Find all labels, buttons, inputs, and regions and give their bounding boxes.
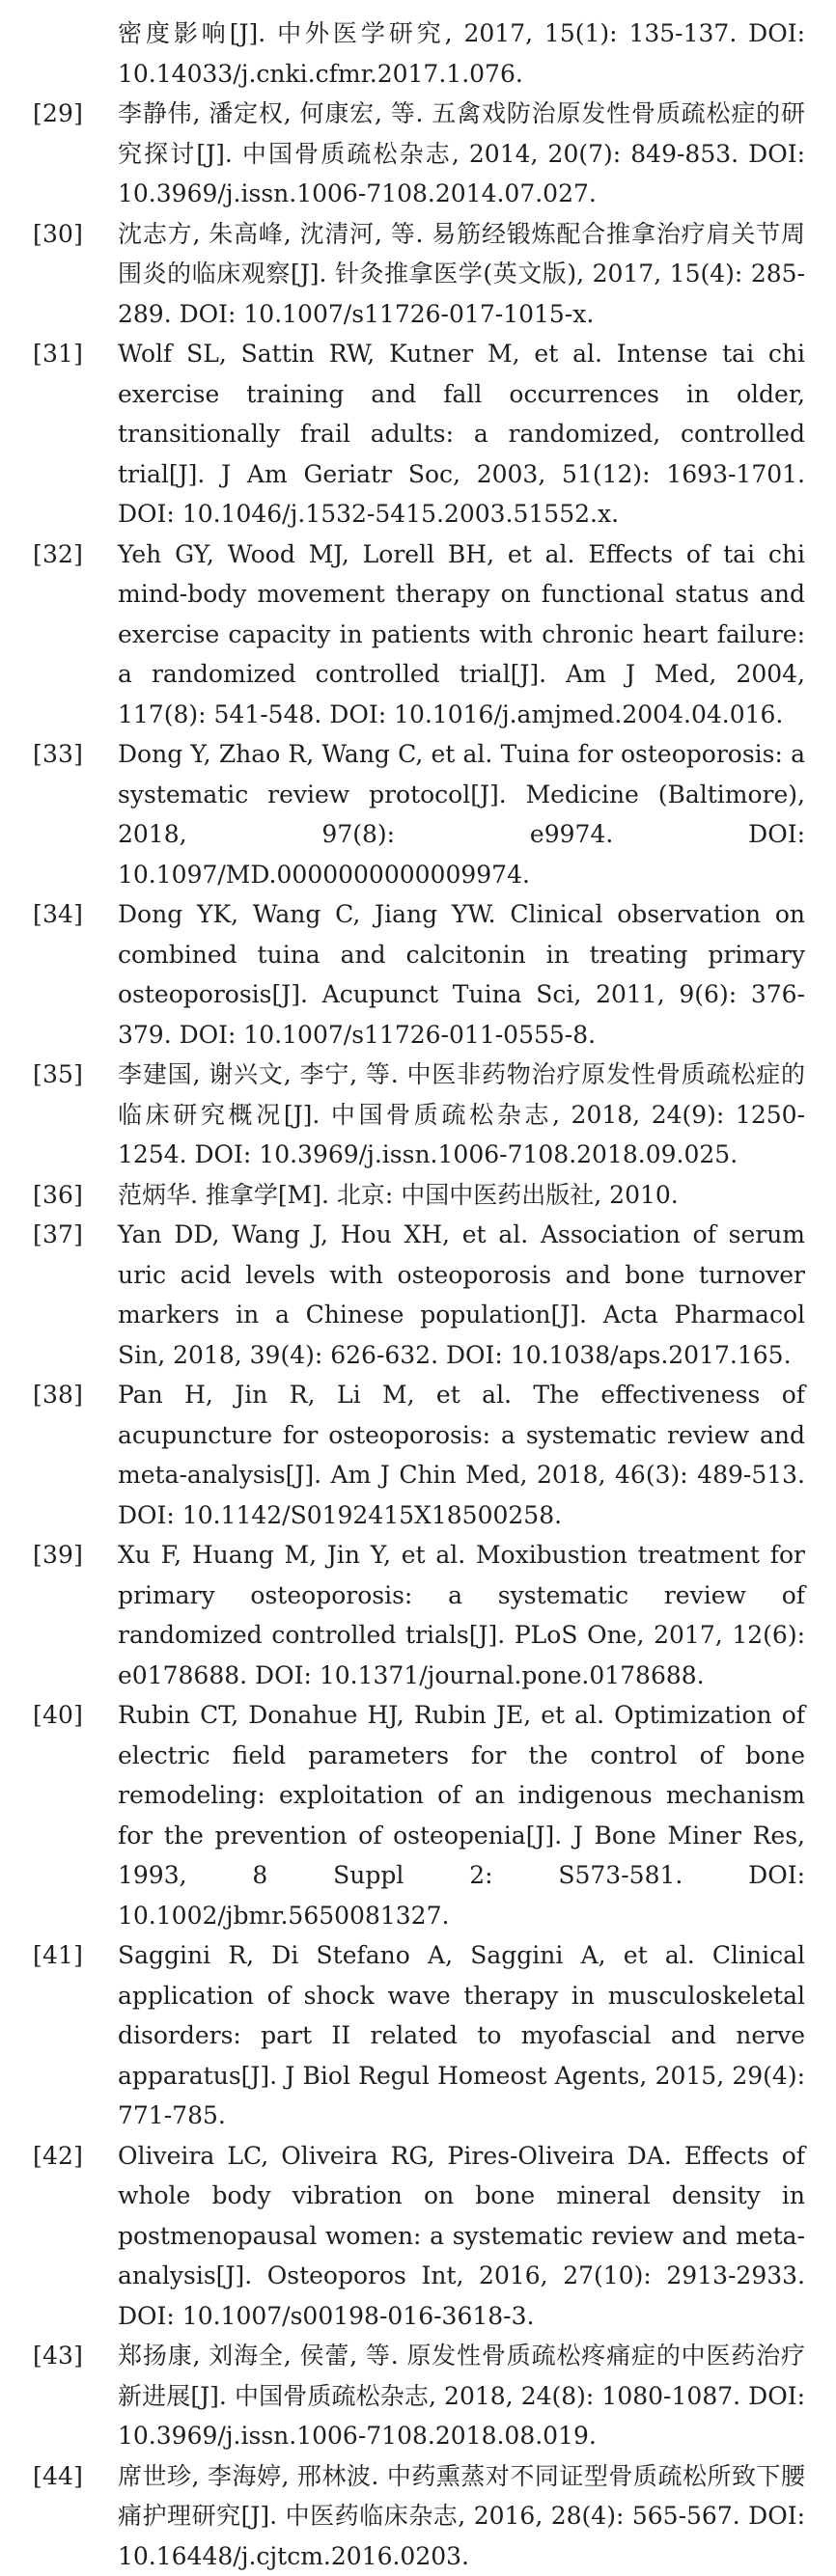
reference-item bbox=[33, 1935, 805, 2136]
reference-number: [34] bbox=[33, 894, 118, 935]
reference-text: Wolf SL, Sattin RW, Kutner M, et al. Intense tai chi exercise training and fall occurrences in older, transitionally frail adults: a randomized, controlled trial[J]. J Am Geriatr Soc, 2003, 51(12): 1693-1701. DOI: 10.1046/j.1532-5415.2003.51552.x. bbox=[118, 334, 805, 534]
reference-number: [35] bbox=[33, 1055, 118, 1095]
reference-text: Yeh GY, Wood MJ, Lorell BH, et al. Effects of tai chi mind-body movement therapy on functional status and exercise capacity in patients with chronic heart failure: a randomized controlled trial[J]. Am J Med, 2004, 117(8): 541-548. DOI: 10.1016/j.amjmed.2004.04.016. bbox=[118, 534, 805, 735]
reference-text: Pan H, Jin R, Li M, et al. The effectiveness of acupuncture for osteoporosis: a systematic review and meta-analysis[J]. Am J Chin Med, 2018, 46(3): 489-513. DOI: 10.1142/S0192415X18500258. bbox=[118, 1375, 805, 1535]
reference-text: 席世珍, 李海婷, 邢林波. 中药熏蒸对不同证型骨质疏松所致下腰痛护理研究[J]. 中医药临床杂志, 2016, 28(4): 565-567. DOI: 10.16448/j.cjtcm.2016.0203. bbox=[118, 2456, 805, 2576]
reference-item bbox=[33, 94, 805, 214]
reference-number: [32] bbox=[33, 534, 118, 575]
reference-item bbox=[33, 734, 805, 894]
reference-item bbox=[33, 14, 805, 94]
reference-list bbox=[33, 14, 805, 2576]
reference-item bbox=[33, 1175, 805, 1216]
reference-text: 李静伟, 潘定权, 何康宏, 等. 五禽戏防治原发性骨质疏松症的研究探讨[J]. 中国骨质疏松杂志, 2014, 20(7): 849-853. DOI: 10.3969/j.issn.1006-7108.2014.07.027. bbox=[118, 94, 805, 214]
reference-text: 密度影响[J]. 中外医学研究, 2017, 15(1): 135-137. DOI: 10.14033/j.cnki.cfmr.2017.1.076. bbox=[33, 14, 805, 94]
reference-number: [30] bbox=[33, 214, 118, 255]
reference-item bbox=[33, 1375, 805, 1535]
reference-number: [29] bbox=[33, 94, 118, 134]
reference-text: 郑扬康, 刘海全, 侯蕾, 等. 原发性骨质疏松疼痛症的中医药治疗新进展[J]. 中国骨质疏松杂志, 2018, 24(8): 1080-1087. DOI: 10.3969/j.issn.1006-7108.2018.08.019. bbox=[118, 2336, 805, 2456]
reference-text: Oliveira LC, Oliveira RG, Pires-Oliveira DA. Effects of whole body vibration on bone mineral density in postmenopausal women: a systematic review and meta-analysis[J]. Osteoporos Int, 2016, 27(10): 2913-2933. DOI: 10.1007/s00198-016-3618-3. bbox=[118, 2136, 805, 2337]
reference-number: [38] bbox=[33, 1375, 118, 1415]
reference-number: [43] bbox=[33, 2336, 118, 2376]
reference-text: 沈志方, 朱高峰, 沈清河, 等. 易筋经锻炼配合推拿治疗肩关节周围炎的临床观察[J]. 针灸推拿医学(英文版), 2017, 15(4): 285-289. DOI: 10.1007/s11726-017-1015-x. bbox=[118, 214, 805, 335]
reference-item bbox=[33, 894, 805, 1055]
reference-text: 范炳华. 推拿学[M]. 北京: 中国中医药出版社, 2010. bbox=[118, 1175, 805, 1216]
reference-item bbox=[33, 2336, 805, 2456]
reference-item bbox=[33, 1055, 805, 1175]
reference-number: [33] bbox=[33, 734, 118, 775]
reference-number: [37] bbox=[33, 1215, 118, 1255]
reference-item bbox=[33, 214, 805, 335]
reference-item bbox=[33, 534, 805, 735]
reference-item bbox=[33, 1695, 805, 1935]
reference-item bbox=[33, 1535, 805, 1695]
reference-text: Yan DD, Wang J, Hou XH, et al. Association of serum uric acid levels with osteoporosis and bone turnover markers in a Chinese population[J]. Acta Pharmacol Sin, 2018, 39(4): 626-632. DOI: 10.1038/aps.2017.165. bbox=[118, 1215, 805, 1375]
reference-number: [31] bbox=[33, 334, 118, 374]
reference-item bbox=[33, 2456, 805, 2576]
reference-number: [42] bbox=[33, 2136, 118, 2177]
reference-number: [39] bbox=[33, 1535, 118, 1576]
reference-text: Xu F, Huang M, Jin Y, et al. Moxibustion treatment for primary osteoporosis: a systematic review of randomized controlled trials[J]. PLoS One, 2017, 12(6): e0178688. DOI: 10.1371/journal.pone.0178688. bbox=[118, 1535, 805, 1695]
reference-text: Saggini R, Di Stefano A, Saggini A, et al. Clinical application of shock wave therapy in musculoskeletal disorders: part II related to myofascial and nerve apparatus[J]. J Biol Regul Homeost Agents, 2015, 29(4): 771-785. bbox=[118, 1935, 805, 2136]
reference-number: [36] bbox=[33, 1175, 118, 1216]
reference-text: 李建国, 谢兴文, 李宁, 等. 中医非药物治疗原发性骨质疏松症的临床研究概况[J]. 中国骨质疏松杂志, 2018, 24(9): 1250-1254. DOI: 10.3969/j.issn.1006-7108.2018.09.025. bbox=[118, 1055, 805, 1175]
reference-item bbox=[33, 1215, 805, 1375]
reference-number: [40] bbox=[33, 1695, 118, 1736]
reference-item bbox=[33, 334, 805, 534]
reference-text: Dong Y, Zhao R, Wang C, et al. Tuina for osteoporosis: a systematic review protocol[J]. Medicine (Baltimore), 2018, 97(8): e9974. DOI: 10.1097/MD.0000000000009974. bbox=[118, 734, 805, 894]
reference-number: [44] bbox=[33, 2456, 118, 2497]
reference-item bbox=[33, 2136, 805, 2337]
reference-text: Dong YK, Wang C, Jiang YW. Clinical observation on combined tuina and calcitonin in treating primary osteoporosis[J]. Acupunct Tuina Sci, 2011, 9(6): 376-379. DOI: 10.1007/s11726-011-0555-8. bbox=[118, 894, 805, 1055]
reference-number: [41] bbox=[33, 1935, 118, 1976]
reference-text: Rubin CT, Donahue HJ, Rubin JE, et al. Optimization of electric field parameters for the control of bone remodeling: exploitation of an indigenous mechanism for the prevention of osteopenia[J]. J Bone Miner Res, 1993, 8 Suppl 2: S573-581. DOI: 10.1002/jbmr.5650081327. bbox=[118, 1695, 805, 1935]
